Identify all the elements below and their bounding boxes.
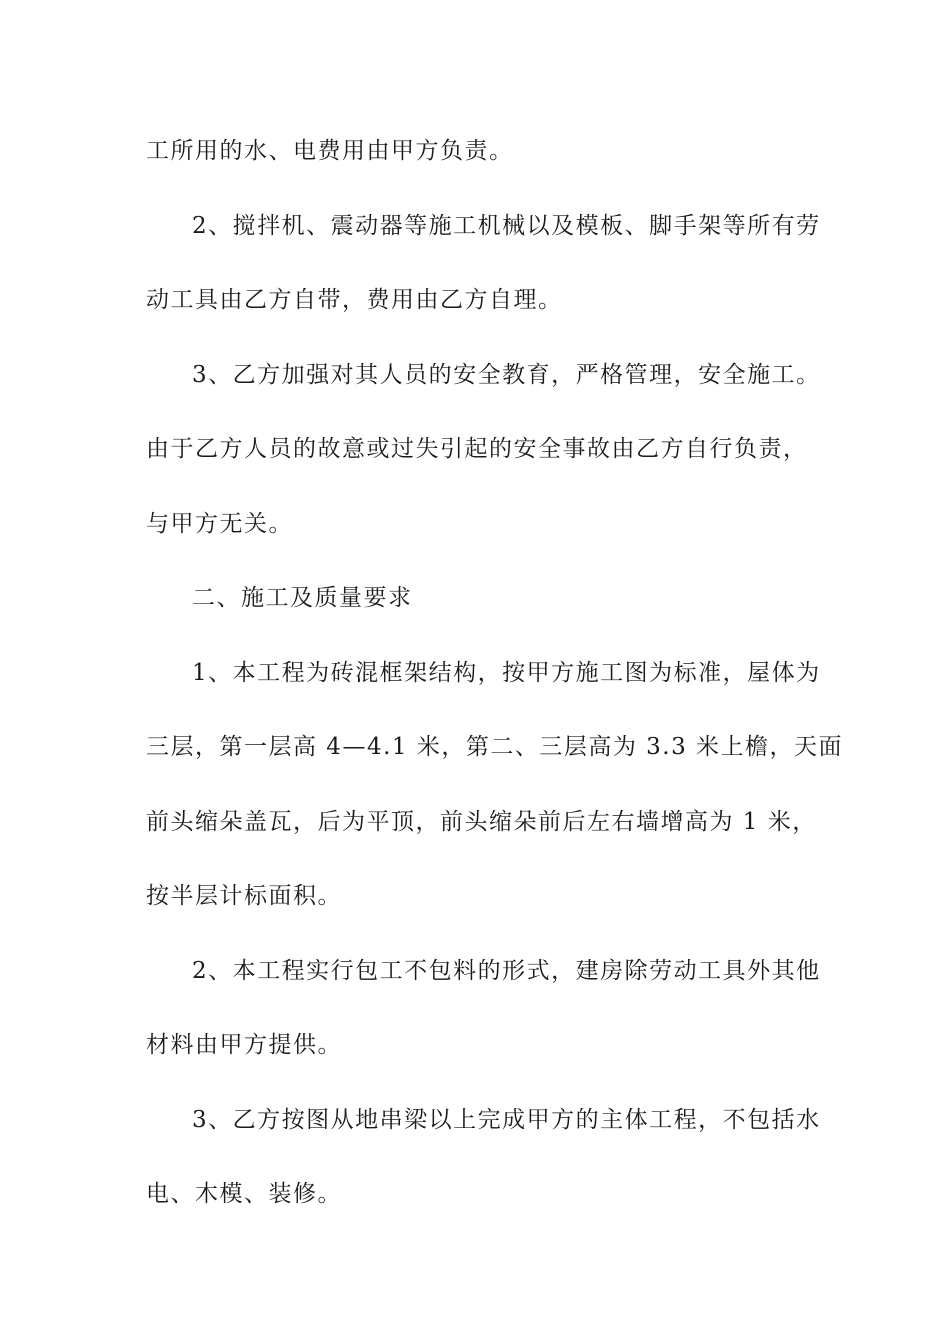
paragraph-line: 动工具由乙方自带，费用由乙方自理。 <box>146 287 563 313</box>
document-body <box>146 128 844 1246</box>
paragraph-line: 按半层计标面积。 <box>146 883 342 909</box>
paragraph-line: 3、乙方按图从地串梁以上完成甲方的主体工程，不包括水 <box>192 1106 821 1133</box>
paragraph-line: 工所用的水、电费用由甲方负责。 <box>146 138 514 164</box>
paragraph-line: 电、木模、装修。 <box>146 1181 342 1207</box>
paragraph-line: 2、搅拌机、震动器等施工机械以及模板、脚手架等所有劳 <box>192 212 821 239</box>
paragraph-line: 由于乙方人员的故意或过失引起的安全事故由乙方自行负责， <box>146 436 808 462</box>
paragraph-line: 3、乙方加强对其人员的安全教育，严格管理，安全施工。 <box>192 361 821 388</box>
section-heading: 二、施工及质量要求 <box>192 585 413 611</box>
paragraph-line: 材料由甲方提供。 <box>146 1032 342 1058</box>
paragraph-line: 三层，第一层高 4—4.1 米，第二、三层高为 3.3 米上檐，天面 <box>146 734 844 760</box>
paragraph-line: 1、本工程为砖混框架结构，按甲方施工图为标准，屋体为 <box>192 659 821 686</box>
paragraph-line: 前头缩朵盖瓦，后为平顶，前头缩朵前后左右墙增高为 1 米， <box>146 808 817 835</box>
paragraph-line: 2、本工程实行包工不包料的形式，建房除劳动工具外其他 <box>192 957 821 984</box>
paragraph-line: 与甲方无关。 <box>146 510 293 537</box>
